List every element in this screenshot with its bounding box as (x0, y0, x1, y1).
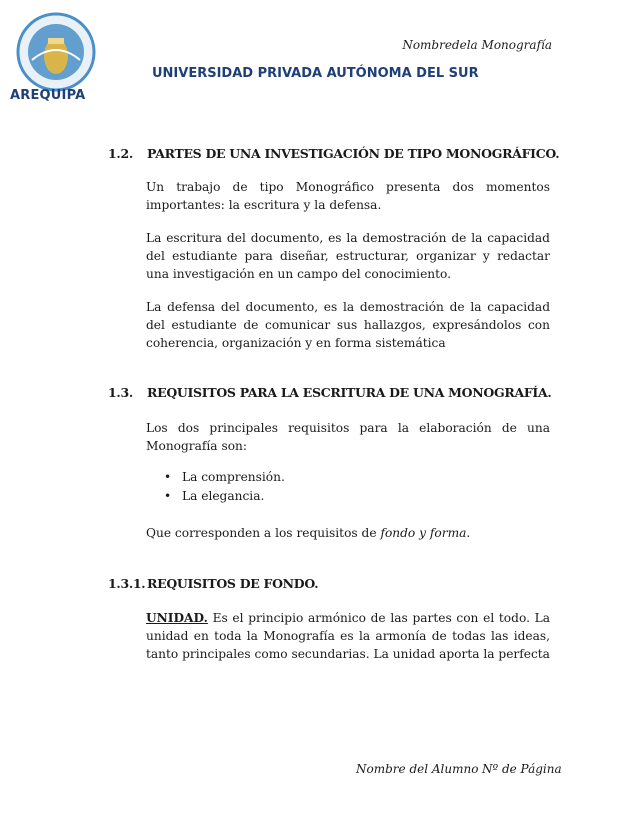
footer-page-number: Nº de Página (482, 762, 562, 776)
bullet-icon: • (164, 489, 172, 503)
section-title: PARTES DE UNA INVESTIGACIÓN DE TIPO MONOGRÁFICO. (147, 146, 560, 161)
paragraph-text: Es el principio armónico de las partes con el todo. La unidad en toda la Monografía es la armonía de todas las ideas, tanto principales como secundarias. La unidad aporta la perfecta (146, 611, 550, 661)
paragraph: Un trabajo de tipo Monográfico presenta dos momentos importantes: la escritura y la defensa. (146, 180, 550, 212)
section-number: 1.2. (108, 146, 133, 161)
paragraph: La escritura del documento, es la demostración de la capacidad del estudiante para diseñar, estructurar, organizar y redactar una investigación en un campo del conocimiento. (146, 231, 550, 281)
section-title: REQUISITOS PARA LA ESCRITURA DE UNA MONOGRAFÍA. (147, 385, 552, 400)
section-title: REQUISITOS DE FONDO. (147, 576, 319, 591)
paragraph (146, 609, 550, 663)
section-number: 1.3.1. (108, 576, 146, 591)
paragraph-text: . (466, 526, 471, 540)
lead-term: UNIDAD. (146, 611, 208, 625)
paragraph-text: Que corresponden a los requisitos de (146, 526, 381, 540)
paragraph (146, 524, 550, 542)
logo-caption: AREQUIPA (10, 88, 86, 103)
university-title: UNIVERSIDAD PRIVADA AUTÓNOMA DEL SUR (152, 66, 479, 81)
emphasis-text: fondo y forma (380, 526, 467, 540)
bullet-icon: • (164, 470, 172, 484)
section-number: 1.3. (108, 385, 133, 400)
monograph-name: Nombredela Monografía (402, 38, 552, 52)
list-item-text: La elegancia. (182, 489, 265, 503)
footer-student-name: Nombre del Alumno (356, 762, 479, 776)
list-item-text: La comprensión. (182, 470, 285, 484)
paragraph: Los dos principales requisitos para la elaboración de una Monografía son: (146, 421, 550, 453)
paragraph: La defensa del documento, es la demostración de la capacidad del estudiante de comunicar sus hallazgos, expresándolos con coherencia, organización y en forma sistemática (146, 300, 550, 350)
